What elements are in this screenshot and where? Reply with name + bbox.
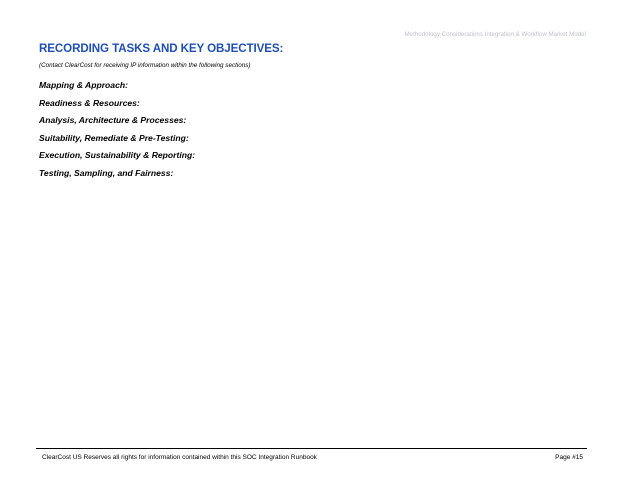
objective-item-execution: Execution, Sustainability & Reporting: xyxy=(39,150,196,161)
footer-rights-text: ClearCost US Reserves all rights for information contained within this SOC Integration Runbook xyxy=(42,454,317,461)
objective-item-suitability: Suitability, Remediate & Pre-Testing: xyxy=(39,132,189,143)
objective-item-readiness: Readiness & Resources: xyxy=(39,97,140,108)
running-header: Methodology Considerations Integration & Workflow Market Model xyxy=(404,31,586,38)
objective-item-mapping: Mapping & Approach: xyxy=(39,80,128,90)
objective-item-testing: Testing, Sampling, and Fairness: xyxy=(39,167,174,178)
objective-item-analysis: Analysis, Architecture & Processes: xyxy=(39,115,187,126)
page-number: Page #15 xyxy=(555,454,583,461)
section-note: (Contact ClearCost for receiving IP information within the following sections) xyxy=(39,62,251,69)
section-heading: RECORDING TASKS AND KEY OBJECTIVES: xyxy=(39,42,284,55)
objectives-list xyxy=(39,79,195,185)
footer-divider xyxy=(36,448,587,449)
